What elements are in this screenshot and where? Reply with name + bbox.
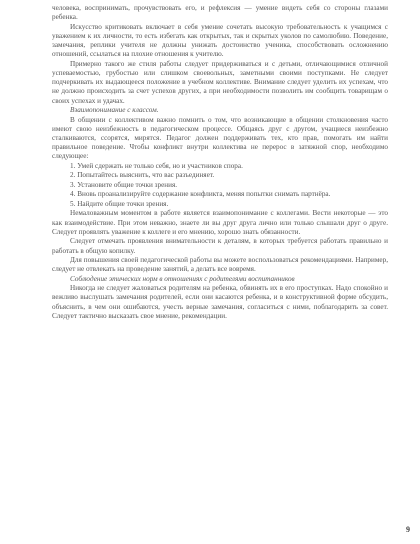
paragraph: Немаловажным моментом в работе является взаимопонимание с коллегами. Вести некоторые — это как взаимодействие. При этом неважно, знаете ли вы друг друга лично или только слышали друг о друге. Следует проявлять уважение к коллеге и его мнению, хорошо знать обязанности. xyxy=(52,209,388,236)
section-heading: Взаимопонимание с классом. xyxy=(70,106,159,115)
paragraph: Искусство критиковать включает в себя умение сочетать высокую требовательность к учащимся с уважением к их личности, то есть избегать как открытых, так и скрытых уколов по самолюбию. Поведение, замечания, реплики учителя не должны унижать достоинство ученика, способствовать осложнению отношений, ссылаться на плохие отношения к учителю. xyxy=(52,22,388,59)
list-item: 2. Попытайтесь выяснить, что вас разъединяет. xyxy=(70,171,215,180)
document-body xyxy=(52,4,388,321)
paragraph: Для повышения своей педагогической работы вы можете воспользоваться рекомендациями. Например, следует не отвлекать на проведение занятий, а делать все вовремя. xyxy=(52,256,388,274)
list-item: 1. Умей сдержать не только себя, но и участников спора. xyxy=(70,161,243,170)
paragraph: В общении с коллективом важно помнить о том, что возникающие в общении столкновения часто имеют свою неизбежность в педагогическом процессе. Общаясь друг с другом, учащиеся неизбежно сталкиваются, ссорятся, мирятся. Педагог должен поддерживать тех, кто прав, помогать им найти правильное поведение. Чтобы конфликт внутри коллектива не перерос в затяжной спор, необходимо следующее: xyxy=(52,115,388,161)
paragraph: Примерно такого же стиля работы следует придерживаться и с детьми, отличающимися отличной успеваемостью, грубостью или слишком своевольных, заметными своими поступками. Не следует подчеркивать их выдающееся положение в учебном коллективе. Внимание следует уделить их успехам, что не должно происходить за счет успехов других, а при необходимости позволить им сообщить товарищам о своих успехах и удачах. xyxy=(52,59,388,105)
paragraph: человека, воспринимать, прочувствовать его, и рефлексия — умение видеть себя со стороны глазами ребенка. xyxy=(52,4,388,22)
list-item: 3. Установите общие точки зрения. xyxy=(70,180,178,189)
list-item: 4. Вновь проанализируйте содержание конфликта, меняя попытки снимать партнёра. xyxy=(70,190,331,199)
list-item: 5. Найдите общие точки зрения. xyxy=(70,199,169,208)
paragraph: Никогда не следует жаловаться родителям на ребенка, обвинять их в его проступках. Надо спокойно и вежливо выслушать замечания родителей, если они касаются ребенка, и в конструктивной форме обсудить, объяснить, в чем они ошибаются, учесть верные замечания, согласиться с ними, поблагодарить за совет. Следует тактично высказать свое мнение, рекомендации. xyxy=(52,284,388,320)
page-number: 9 xyxy=(406,525,410,534)
section-heading: Соблюдение этических норм в отношениях с родителями воспитанников xyxy=(70,274,295,283)
paragraph: Следует отмечать проявления внимательности к деталям, в которых требуется работать правильно и работать в общую копилку. xyxy=(52,237,388,255)
